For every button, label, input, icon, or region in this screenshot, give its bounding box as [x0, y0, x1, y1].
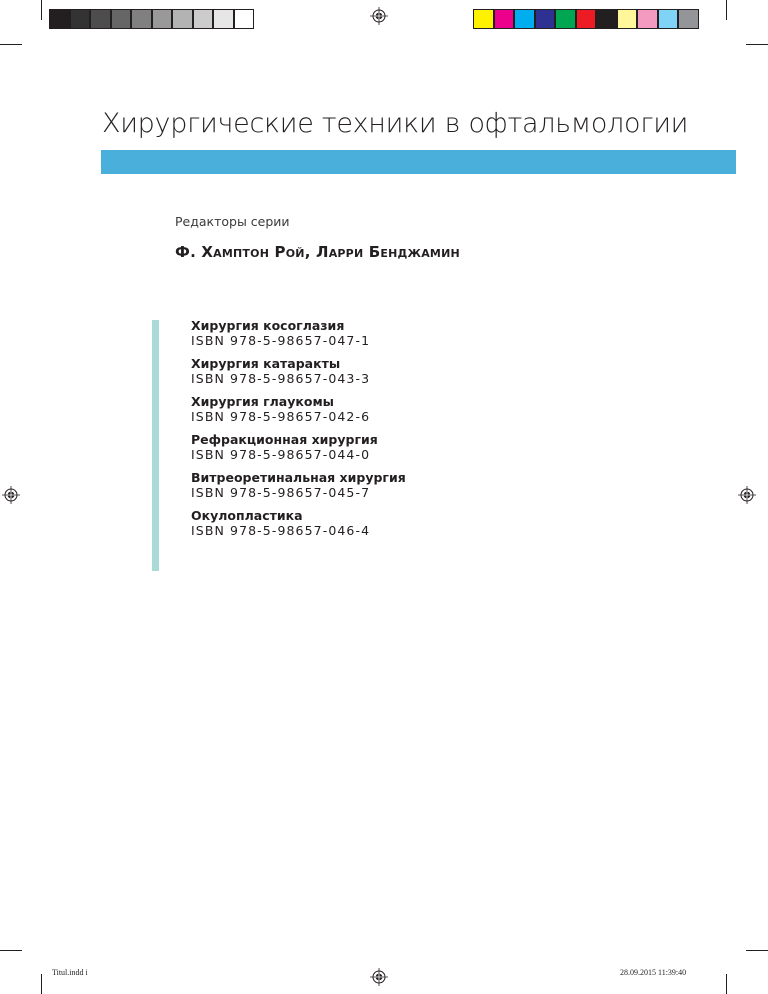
- book-item: [191, 508, 591, 539]
- book-title: Хирургия катаракты: [191, 356, 341, 371]
- book-isbn: ISBN 978-5-98657-043-3: [191, 371, 371, 386]
- color-swatch: [678, 9, 699, 29]
- editor-name-part: Б: [363, 243, 381, 261]
- editor-name-part: Ф. Х: [175, 243, 214, 261]
- color-swatch: [637, 9, 658, 29]
- book-isbn: ISBN 978-5-98657-044-0: [191, 447, 371, 462]
- color-swatch: [49, 9, 70, 29]
- color-swatch: [152, 9, 173, 29]
- color-swatch: [70, 9, 91, 29]
- book-list-accent-bar: [152, 320, 159, 571]
- color-swatch: [473, 9, 494, 29]
- registration-mark-icon: [2, 486, 20, 504]
- editor-name-part: Л: [316, 243, 329, 261]
- color-swatch: [234, 9, 255, 29]
- color-swatch: [90, 9, 111, 29]
- color-swatch: [535, 9, 556, 29]
- book-item: [191, 470, 591, 501]
- series-editors-label: Редакторы серии: [175, 214, 290, 229]
- color-swatch: [131, 9, 152, 29]
- book-title: Рефракционная хирургия: [191, 432, 378, 447]
- editor-name-part: АМПТОН: [213, 247, 270, 260]
- book-isbn: ISBN 978-5-98657-042-6: [191, 409, 371, 424]
- registration-mark-icon: [370, 7, 388, 25]
- color-swatch: [576, 9, 597, 29]
- color-swatch: [172, 9, 193, 29]
- color-swatch: [596, 9, 617, 29]
- book-isbn: ISBN 978-5-98657-045-7: [191, 485, 371, 500]
- book-isbn: ISBN 978-5-98657-047-1: [191, 333, 371, 348]
- book-isbn: ISBN 978-5-98657-046-4: [191, 523, 371, 538]
- book-title: Хирургия косоглазия: [191, 318, 345, 333]
- color-swatch: [213, 9, 234, 29]
- book-title: Витреоретинальная хирургия: [191, 470, 406, 485]
- book-list: [191, 318, 591, 546]
- color-swatch: [193, 9, 214, 29]
- color-swatch: [494, 9, 515, 29]
- color-swatch: [111, 9, 132, 29]
- footer-filename: Titul.indd i: [52, 968, 88, 977]
- grayscale-colorbar: [49, 9, 254, 29]
- series-editors: [175, 243, 460, 261]
- book-item: [191, 394, 591, 425]
- editor-name-part: Р: [269, 243, 286, 261]
- book-title: Окулопластика: [191, 508, 303, 523]
- color-swatch: [514, 9, 535, 29]
- editor-name-part: ,: [304, 243, 317, 261]
- book-item: [191, 432, 591, 463]
- book-title: Хирургия глаукомы: [191, 394, 334, 409]
- footer-timestamp: 28.09.2015 11:39:40: [620, 968, 687, 977]
- editor-name-part: ЕНДЖАМИН: [380, 247, 460, 260]
- color-swatch: [658, 9, 679, 29]
- page-title: Хирургические техники в офтальмологии: [102, 108, 689, 139]
- book-item: [191, 318, 591, 349]
- editor-name-part: АРРИ: [328, 247, 364, 260]
- title-accent-band: [101, 150, 736, 174]
- color-swatch: [555, 9, 576, 29]
- registration-mark-icon: [738, 486, 756, 504]
- editor-name: [175, 243, 316, 261]
- book-item: [191, 356, 591, 387]
- color-swatch: [617, 9, 638, 29]
- cmyk-colorbar: [473, 9, 699, 29]
- editor-name-part: ОЙ: [285, 247, 305, 260]
- registration-mark-icon: [370, 968, 388, 986]
- editor-name: [316, 243, 460, 261]
